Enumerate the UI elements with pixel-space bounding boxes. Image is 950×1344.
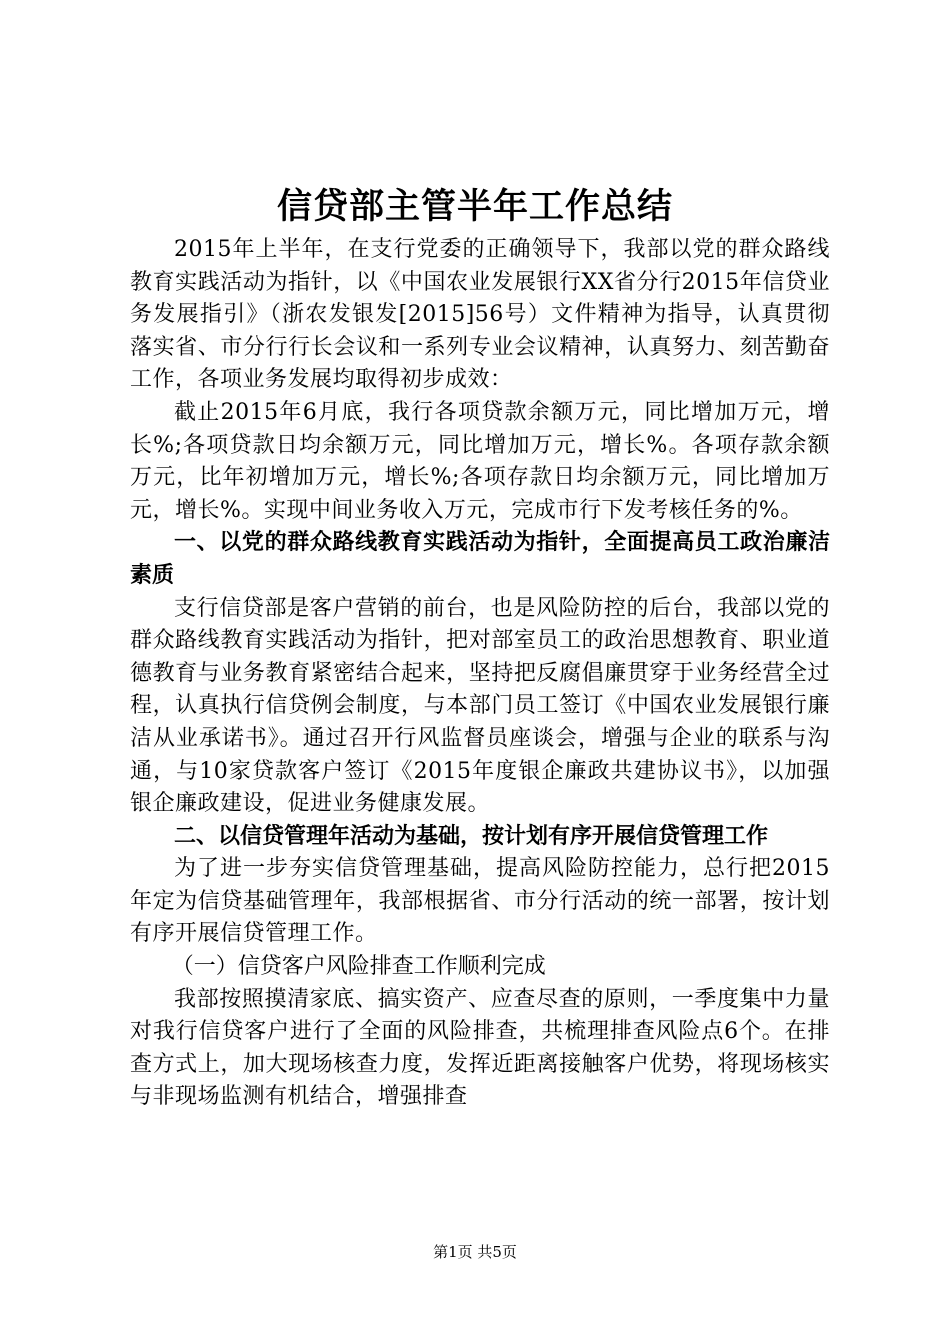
document-title: 信贷部主管半年工作总结 <box>276 186 673 227</box>
document-body <box>130 234 830 1114</box>
subsection-heading-1: （一）信贷客户风险排查工作顺利完成 <box>171 954 546 980</box>
section-2-paragraph: 为了进一步夯实信贷管理基础，提高风险防控能力，总行把2015年定为信贷基础管理年，我部根据省、市分行活动的统一部署，按计划有序开展信贷管理工作。 <box>130 856 830 947</box>
section-heading-2: 二、以信贷管理年活动为基础，按计划有序开展信贷管理工作 <box>174 823 769 849</box>
statistics-paragraph: 截止2015年6月底，我行各项贷款余额万元，同比增加万元，增长%;各项贷款日均余额万元，同比增加万元，增长%。各项存款余额万元，比年初增加万元，增长%;各项存款日均余额万元，同比增加万元，增长%。实现中间业务收入万元，完成市行下发考核任务的%。 <box>130 399 830 523</box>
section-heading-1: 一、以党的群众路线教育实践活动为指针，全面提高员工政治廉洁素质 <box>130 530 830 588</box>
subsection-1-paragraph: 我部按照摸清家底、搞实资产、应查尽查的原则，一季度集中力量对我行信贷客户进行了全面的风险排查，共梳理排查风险点6个。在排查方式上，加大现场核查力度，发挥近距离接触客户优势，将现场核实与非现场监测有机结合，增强排查 <box>130 986 830 1110</box>
intro-paragraph: 2015年上半年，在支行党委的正确领导下，我部以党的群众路线教育实践活动为指针，以《中国农业发展银行XX省分行2015年信贷业务发展指引》（浙农发银发[2015]56号）文件精神为指导，认真贯彻落实省、市分行行长会议和一系列专业会议精神，认真努力、刻苦勤奋工作，各项业务发展均取得初步成效： <box>130 237 830 393</box>
page-footer: 第1页 共5页 <box>433 1243 517 1261</box>
section-1-paragraph: 支行信贷部是客户营销的前台，也是风险防控的后台，我部以党的群众路线教育实践活动为指针，把对部室员工的政治思想教育、职业道德教育与业务教育紧密结合起来，坚持把反腐倡廉贯穿于业务经营全过程，认真执行信贷例会制度，与本部门员工签订《中国农业发展银行廉洁从业承诺书》。通过召开行风监督员座谈会，增强与企业的联系与沟通，与10家贷款客户签订《2015年度银企廉政共建协议书》，以加强银企廉政建设，促进业务健康发展。 <box>130 595 830 817</box>
